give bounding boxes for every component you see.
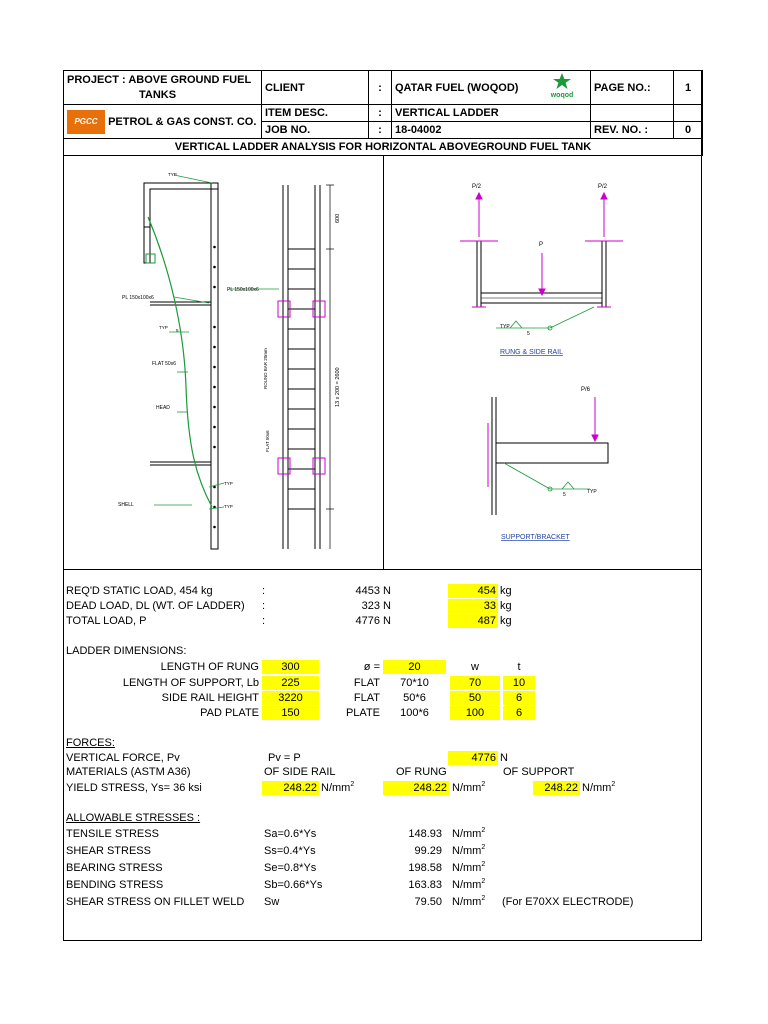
svg-text:P/2: P/2	[472, 184, 482, 190]
dim-t: 10	[503, 676, 535, 690]
page-label: PAGE NO.:	[591, 71, 674, 105]
dim-t: 6	[503, 706, 535, 720]
blank-cell	[674, 105, 703, 122]
stress-label: SHEAR STRESS ON FILLET WELD	[66, 896, 245, 908]
yield-side-rail: 248.22	[262, 781, 319, 795]
stress-value: 99.29	[414, 845, 442, 857]
materials-label: MATERIALS (ASTM A36)	[66, 766, 191, 778]
dim-type: FLAT	[353, 677, 380, 689]
stress-value: 79.50	[414, 896, 442, 908]
yield-unit: $N/mm^2$	[452, 781, 486, 794]
stress-label: SHEAR STRESS	[66, 845, 151, 857]
load-kg-value: 487	[448, 614, 498, 628]
stress-formula: Sw	[264, 896, 280, 908]
dim-spec: 100*6	[400, 707, 429, 719]
svg-text:SHELL: SHELL	[118, 502, 134, 508]
yield-support: 248.22	[533, 781, 580, 795]
load-label: TOTAL LOAD, P	[66, 615, 147, 627]
head-lug	[144, 227, 150, 263]
load-kg-unit: kg	[500, 600, 512, 612]
stress-formula: Se=0.8*Ys	[264, 862, 317, 874]
client-value: QATAR FUEL (WOQOD)	[395, 81, 519, 94]
load-label: REQ'D STATIC LOAD, 454 kg	[66, 585, 213, 597]
svg-text:TYP: TYP	[224, 481, 233, 486]
svg-text:ROUND BAR 20mm: ROUND BAR 20mm	[263, 348, 268, 389]
load-kg-unit: kg	[500, 585, 512, 597]
stress-unit: $N/mm^2$	[452, 895, 486, 908]
svg-text:HEAD: HEAD	[156, 405, 170, 411]
stress-formula: Sb=0.66*Ys	[264, 879, 323, 891]
top-handrail	[144, 183, 218, 227]
svg-text:PL 150x100x6: PL 150x100x6	[122, 295, 154, 301]
dim-w: 70	[450, 676, 500, 690]
rung-caption: RUNG & SIDE RAIL	[500, 349, 564, 356]
svg-text:TYP: TYP	[500, 324, 510, 330]
blank-cell	[591, 105, 674, 122]
woqod-logo-text: woqod	[550, 92, 574, 99]
svg-text:TYP: TYP	[224, 504, 233, 509]
load-n-unit: N	[383, 585, 391, 597]
vertical-force-value: 4776	[448, 751, 498, 765]
dimensions-heading: LADDER DIMENSIONS:	[66, 645, 187, 657]
dim-t: 6	[503, 691, 535, 705]
load-kg-value: 33	[448, 599, 498, 613]
material-side-rail: OF SIDE RAIL	[264, 766, 336, 778]
stress-formula: Sa=0.6*Ys	[264, 828, 317, 840]
job-label: JOB NO.	[262, 122, 369, 139]
load-n-value: 4776	[355, 615, 380, 627]
load-n-value: 323	[361, 600, 380, 612]
dim-value: 300	[262, 660, 319, 674]
colon: :	[262, 615, 266, 627]
stress-label: BENDING STRESS	[66, 879, 164, 891]
colon: :	[369, 122, 392, 139]
dim-type: FLAT	[353, 692, 380, 704]
material-support: OF SUPPORT	[503, 766, 575, 778]
svg-text:TYP: TYP	[159, 325, 168, 330]
svg-text:600: 600	[335, 213, 341, 223]
t-header: t	[517, 661, 521, 673]
woqod-star-icon	[552, 73, 572, 89]
vertical-force-label: VERTICAL FORCE, Pv	[66, 752, 180, 764]
svg-text:P/2: P/2	[598, 184, 608, 190]
load-label: DEAD LOAD, DL (WT. OF LADDER)	[66, 600, 245, 612]
vertical-force-formula: Pv = P	[268, 752, 301, 764]
yield-unit: $N/mm^2$	[321, 781, 355, 794]
yield-rung: 248.22	[383, 781, 449, 795]
company-cell	[64, 105, 262, 139]
item-value: VERTICAL LADDER	[392, 105, 591, 122]
electrode-note: (For E70XX ELECTRODE)	[502, 896, 634, 908]
project-cell	[64, 71, 262, 105]
header-table	[63, 70, 703, 156]
forces-heading: FORCES:	[66, 737, 115, 749]
svg-text:TYP: TYP	[587, 489, 597, 495]
client-label: CLIENT	[262, 71, 369, 105]
stress-formula: Ss=0.4*Ys	[264, 845, 316, 857]
svg-text:PL 150x100x6: PL 150x100x6	[227, 287, 259, 293]
svg-text:TYP: TYP	[168, 172, 177, 177]
svg-text:5: 5	[563, 492, 566, 498]
rungs	[288, 249, 315, 509]
dim-value: 150	[262, 706, 319, 720]
client-cell	[392, 71, 591, 105]
stress-unit: $N/mm^2$	[452, 844, 486, 857]
page-value: 1	[674, 71, 703, 105]
stress-label: TENSILE STRESS	[66, 828, 159, 840]
dim-spec: 50*6	[403, 692, 426, 704]
svg-text:5: 5	[527, 331, 530, 337]
stress-value: 148.93	[408, 828, 442, 840]
dim-spec: 20	[383, 660, 446, 674]
ladder-front-view	[283, 185, 320, 549]
dim-label: LENGTH OF RUNG	[160, 661, 259, 673]
support-caption: SUPPORT/BRACKET	[501, 534, 570, 541]
w-header: w	[471, 661, 479, 673]
colon: :	[369, 71, 392, 105]
stress-value: 163.83	[408, 879, 442, 891]
support-bracket-detail	[492, 397, 608, 515]
dim-label: LENGTH OF SUPPORT, Lb	[122, 677, 259, 689]
stress-label: BEARING STRESS	[66, 862, 163, 874]
svg-text:FLAT 50x6: FLAT 50x6	[265, 430, 270, 452]
yield-stress-label: YIELD STRESS, Ys= 36 ksi	[66, 782, 202, 794]
dim-w: 50	[450, 691, 500, 705]
colon: :	[262, 585, 266, 597]
rev-value: 0	[674, 122, 703, 139]
rev-label: REV. NO. :	[591, 122, 674, 139]
vertical-force-unit: N	[500, 752, 508, 764]
stress-unit: $N/mm^2$	[452, 827, 486, 840]
dim-value: 225	[262, 676, 319, 690]
dim-label: SIDE RAIL HEIGHT	[161, 692, 259, 704]
colon: :	[369, 105, 392, 122]
dim-value: 3220	[262, 691, 319, 705]
svg-text:13 x 200 = 2600: 13 x 200 = 2600	[335, 367, 341, 407]
load-n-unit: N	[383, 600, 391, 612]
woqod-logo	[542, 73, 582, 99]
company-logo: PGCC	[67, 110, 105, 134]
ladder-elevation-drawing	[64, 157, 382, 569]
detail-drawings	[384, 157, 702, 569]
load-kg-value: 454	[448, 584, 498, 598]
material-rung: OF RUNG	[396, 766, 447, 778]
load-kg-unit: kg	[500, 615, 512, 627]
stress-value: 198.58	[408, 862, 442, 874]
stress-unit: $N/mm^2$	[452, 861, 486, 874]
dim-type: ø =	[363, 661, 380, 673]
item-label: ITEM DESC.	[262, 105, 369, 122]
project-label: PROJECT : ABOVE GROUND FUEL	[67, 73, 252, 86]
colon: :	[262, 600, 266, 612]
company-name: PETROL & GAS CONST. CO.	[108, 115, 257, 128]
load-n-unit: N	[383, 615, 391, 627]
stress-unit: $N/mm^2$	[452, 878, 486, 891]
project-label-2: TANKS	[139, 88, 177, 101]
svg-text:P/6: P/6	[581, 387, 591, 393]
svg-text:P: P	[539, 242, 544, 248]
dim-label: PAD PLATE	[200, 707, 259, 719]
job-value: 18-04002	[392, 122, 591, 139]
svg-text:FLAT 50x6: FLAT 50x6	[152, 361, 176, 367]
dim-spec: 70*10	[400, 677, 429, 689]
pad-plates	[278, 301, 325, 474]
svg-text:5: 5	[176, 328, 179, 333]
document-title: VERTICAL LADDER ANALYSIS FOR HORIZONTAL ABOVEGROUND FUEL TANK	[64, 139, 703, 156]
allowable-heading: ALLOWABLE STRESSES :	[66, 812, 201, 824]
dim-type: PLATE	[345, 707, 380, 719]
load-n-value: 4453	[355, 585, 380, 597]
yield-unit: $N/mm^2$	[582, 781, 616, 794]
dim-w: 100	[450, 706, 500, 720]
